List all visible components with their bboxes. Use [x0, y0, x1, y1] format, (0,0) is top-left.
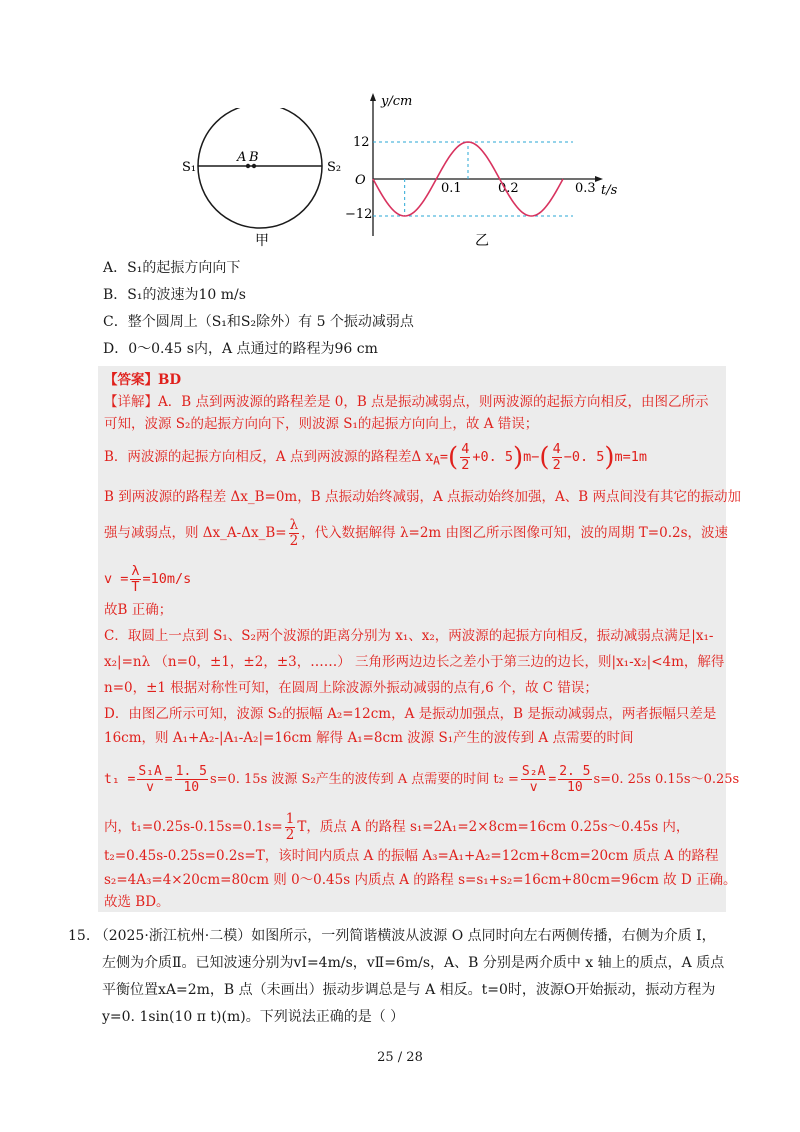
vibration-graph: [335, 90, 625, 250]
option-d: D．0～0.45 s内，A 点通过的路程为96 cm: [103, 341, 378, 357]
origin-label: O: [355, 173, 366, 188]
solution-line-14: 内，t₁=0.25s-0.15s=0.1s= $\frac{1}{2}$ T，质点 A 的路程 s₁=2A₁=2×8cm=16cm 0.25s～0.45s 内，: [104, 811, 690, 843]
x-tick-0.3: 0.3: [575, 181, 596, 196]
solution-line-4: B 到两波源的路程差 Δx_B=0m，B 点振动始终减弱，A 点振动始终加强，A、B 两点间没有其它的振动加: [104, 489, 741, 505]
label-a: A: [237, 150, 247, 165]
x-tick-0.1: 0.1: [441, 181, 462, 196]
solution-line-10: n=0，±1 根据对称性可知，在圆周上除波源外振动减弱的点有,6 个，故 C 错误；: [104, 680, 598, 696]
x-axis-label: t/s: [601, 183, 618, 198]
solution-line-7: 故B 正确；: [104, 602, 173, 618]
option-a: A．S₁的起振方向向下: [103, 260, 241, 276]
y-axis-label: y/cm: [381, 94, 413, 109]
question-15-line-1: 15. （2025·浙江杭州·二模）如图所示，一列简谐横波从波源 O 点同时向左右两侧传播，右侧为介质 Ⅰ，: [68, 928, 716, 944]
question-15-line-3: 平衡位置xA=2m，B 点（未画出）振动步调总是与 A 相反。t=0时，波源O开始振动，振动方程为: [102, 982, 716, 998]
x-axis-arrow: [595, 176, 603, 182]
solution-line-1: 【详解】A．B 点到两波源的路程差是 0，B 点是振动减弱点，则两波源的起振方向相反，由图乙所示: [104, 394, 709, 410]
solution-line-5: 强与减弱点，则 Δx_A-Δx_B= $\frac{\lambda}{2}$ ，代入数据解得 λ=2m 由图乙所示图像可知，波的周期 T=0.2s，波速: [104, 517, 729, 549]
question-15-line-4: y=0. 1sin(10 π t)(m)。下列说法正确的是（ ）: [102, 1009, 405, 1025]
solution-line-9: x₂|=nλ （n=0，±1，±2，±3，……） 三角形两边边长之差小于第三边的边长，则|x₁-x₂|<4m，解得: [104, 654, 725, 670]
solution-line-12: 16cm，则 A₁+A₂-|A₁-A₂|=16cm 解得 A₁=8cm 波源 S₁产生的波传到 A 点需要的时间: [104, 730, 634, 746]
question-15-line-2: 左侧为介质Ⅱ。已知波速分别为vⅠ=4m/s，vⅡ=6m/s，A、B 分别是两介质中 x 轴上的质点，A 质点: [102, 955, 725, 971]
solution-line-3: B．两波源的起振方向相反，A 点到两波源的路程差Δ $x_A=$( $\frac{4}{2}$ +0. 5)m−( $\frac{4}{2}$ −0. 5)m=1m: [104, 441, 648, 473]
label-s2: S₂: [327, 160, 342, 175]
answer-line: 【答案】BD: [104, 372, 182, 388]
solution-line-17: 故选 BD。: [104, 894, 170, 910]
caption-yi: 乙: [475, 233, 489, 249]
figure-circle: [170, 108, 350, 248]
label-b: B: [249, 150, 259, 165]
y-tick-bottom: −12: [345, 207, 373, 222]
solution-line-16: s₂=4A₃=4×20cm=80cm 则 0～0.45s 内质点 A 的路程 s=s₁+s₂=16cm+80cm=96cm 故 D 正确。: [104, 872, 737, 888]
option-b: B．S₁的波速为10 m/s: [103, 287, 246, 303]
caption-jia: 甲: [255, 233, 269, 248]
solution-line-11: D．由图乙所示可知，波源 S₂的振幅 A₂=12cm，A 是振动加强点，B 是振动减弱点，两者振幅只差是: [104, 706, 717, 722]
label-s1: S₁: [182, 160, 197, 175]
solution-line-8: C．取圆上一点到 S₁、S₂两个波源的距离分别为 x₁、x₂，两波源的起振方向相反，振动减弱点满足|x₁-: [104, 628, 714, 644]
circle-outline: [198, 108, 322, 228]
page-number: 25 / 28: [377, 1050, 423, 1065]
solution-line-15: t₂=0.45s-0.25s=0.2s=T，该时间内质点 A 的振幅 A₃=A₁+A₂=12cm+8cm=20cm 质点 A 的路程: [104, 848, 719, 864]
x-tick-0.2: 0.2: [498, 181, 519, 196]
solution-line-6: v = $\frac{\lambda}{T}$ =10m/s: [104, 563, 192, 595]
solution-line-2: 可知，波源 S₂的起振方向向下，则波源 S₁的起振方向向上，故 A 错误；: [104, 416, 539, 432]
solution-line-13: t₁ = $\frac{\text{S₁A}}{v}$ = $\frac{1. 5}{10}$ s=0. 15s 波源 S₂产生的波传到 A 点需要的时间 t₂ = $\frac{\text{S₂A}}{v}$ = $\frac{2. 5}{10}$ s=0. 25s 0.15s～0.25s: [104, 764, 740, 795]
solution-panel: [98, 366, 741, 912]
y-tick-top: 12: [353, 135, 370, 150]
option-c: C．整个圆周上（S₁和S₂除外）有 5 个振动减弱点: [103, 314, 414, 330]
y-axis-arrow: [370, 93, 376, 101]
